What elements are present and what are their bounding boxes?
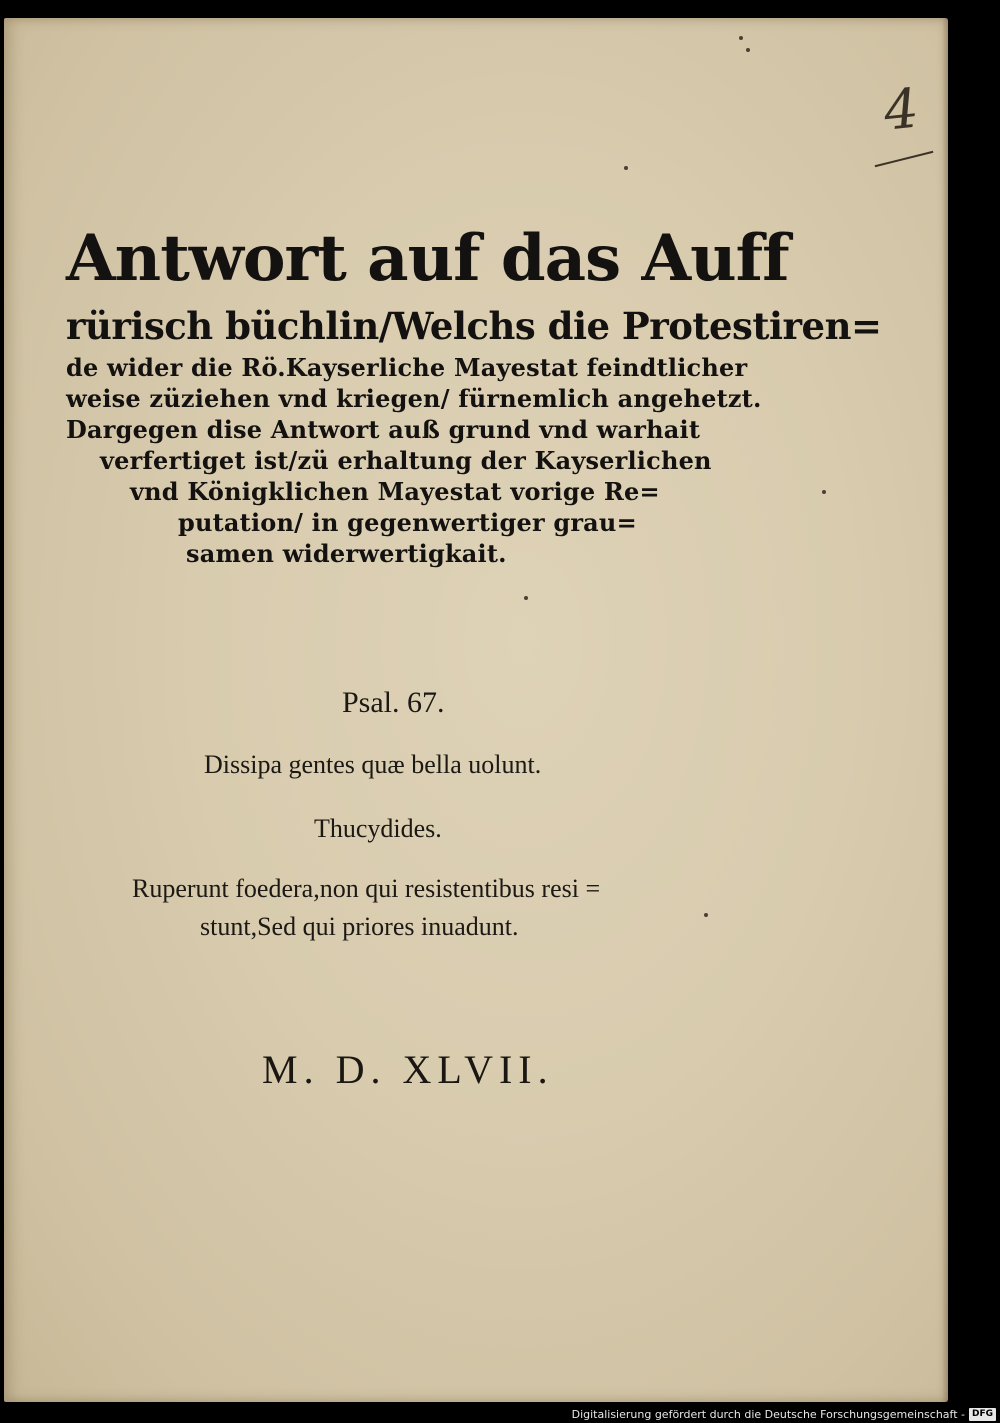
paper-speck (739, 36, 743, 40)
quote-line-1: Ruperunt foedera,non qui resistentibus resi = (132, 874, 601, 903)
title-line-2: rürisch büchlin/Welchs die Protestiren= (66, 304, 882, 348)
digitization-credit (572, 1408, 996, 1421)
imprint-year: M. D. XLVII. (262, 1047, 554, 1092)
title-line-5: Dargegen dise Antwort auß grund vnd warhait (66, 415, 701, 444)
title-line-9: samen widerwertigkait. (186, 539, 507, 568)
title-line-7: vnd Königklichen Mayestat vorige Re= (130, 477, 660, 506)
paper-speck (624, 166, 628, 170)
paper-speck (704, 913, 708, 917)
dfg-logo: DFG (969, 1408, 996, 1421)
paper-speck (524, 596, 528, 600)
quote-line-2: stunt,Sed qui priores inuadunt. (200, 912, 519, 941)
quote-author: Thucydides. (314, 814, 442, 843)
title-line-6: verfertiget ist/zü erhaltung der Kayserlichen (100, 446, 712, 475)
paper-speck (746, 48, 750, 52)
psalm-verse: Dissipa gentes quæ bella uolunt. (204, 750, 542, 779)
psalm-reference: Psal. 67. (342, 686, 445, 719)
paper-speck (822, 490, 826, 494)
folio-number: 4 (880, 76, 924, 143)
title-line-4: weise züziehen vnd kriegen/ fürnemlich angehetzt. (66, 384, 762, 413)
title-line-1: Antwort auf das Auff (66, 221, 789, 296)
folio-underline (875, 151, 934, 167)
title-block (66, 218, 882, 569)
title-page (4, 18, 948, 1402)
credit-text: Digitalisierung gefördert durch die Deutsche Forschungsgemeinschaft - (571, 1408, 965, 1421)
title-line-8: putation/ in gegenwertiger grau= (178, 508, 637, 537)
title-line-3: de wider die Rö.Kayserliche Mayestat feindtlicher (66, 353, 748, 382)
